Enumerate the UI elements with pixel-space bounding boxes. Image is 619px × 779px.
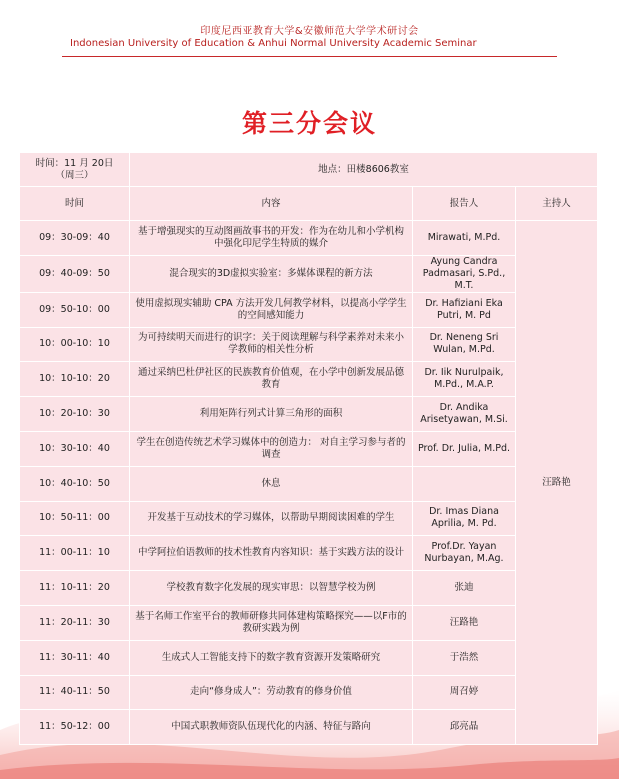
row-content: 开发基于互动技术的学习媒体，以帮助早期阅读困难的学生 [130, 501, 413, 536]
header-english: Indonesian University of Education & Anhui Normal University Academic Seminar [70, 38, 477, 49]
page-title: 第三分会议 [241, 109, 377, 138]
row-reporter [413, 466, 516, 501]
schedule-table [19, 152, 598, 745]
row-reporter: 张迪 [413, 571, 516, 606]
row-reporter: 邱亮晶 [413, 710, 516, 745]
row-time: 11：20-11：30 [20, 605, 130, 640]
row-content: 使用虚拟现实辅助 CPA 方法开发几何教学材料，以提高小学学生的空间感知能力 [130, 292, 413, 327]
row-time: 09：50-10：00 [20, 292, 130, 327]
table-row [20, 571, 598, 606]
row-content: 中学阿拉伯语教师的技术性教育内容知识：基于实践方法的设计 [130, 536, 413, 571]
host-name: 汪路艳 [516, 221, 598, 745]
table-row [20, 292, 598, 327]
row-time: 10：30-10：40 [20, 431, 130, 466]
row-content: 休息 [130, 466, 413, 501]
table-row [20, 501, 598, 536]
col-header-content: 内容 [130, 187, 413, 221]
row-reporter: Dr. Andika Arisetyawan, M.Si. [413, 397, 516, 432]
table-row [20, 710, 598, 745]
header-row [20, 187, 598, 221]
row-time: 10：40-10：50 [20, 466, 130, 501]
table-row [20, 431, 598, 466]
row-reporter: Dr. Imas Diana Aprilia, M. Pd. [413, 501, 516, 536]
row-time: 11：50-12：00 [20, 710, 130, 745]
meta-time: 时间：11 月 20日 （周三） [20, 153, 130, 187]
row-time: 09：30-09：40 [20, 221, 130, 256]
row-content: 基于名师工作室平台的教师研修共同体建构策略探究——以F市的教研实践为例 [130, 605, 413, 640]
row-reporter: Mirawati, M.Pd. [413, 221, 516, 256]
row-reporter: 周召婷 [413, 675, 516, 710]
col-header-host: 主持人 [516, 187, 598, 221]
table-row [20, 536, 598, 571]
meta-location: 地点：田楼8606教室 [130, 153, 598, 187]
row-reporter: Prof.Dr. Yayan Nurbayan, M.Ag. [413, 536, 516, 571]
row-reporter: 汪路艳 [413, 605, 516, 640]
table-row [20, 675, 598, 710]
row-reporter: Ayung Candra Padmasari, S.Pd., M.T. [413, 255, 516, 292]
table-row [20, 466, 598, 501]
row-time: 11：40-11：50 [20, 675, 130, 710]
table-row [20, 221, 598, 256]
row-time: 11：30-11：40 [20, 640, 130, 675]
row-content: 通过采纳巴杜伊社区的民族教育价值观，在小学中创新发展品德教育 [130, 362, 413, 397]
row-content: 学校教育数字化发展的现实审思：以智慧学校为例 [130, 571, 413, 606]
table-row [20, 605, 598, 640]
col-header-reporter: 报告人 [413, 187, 516, 221]
row-time: 10：00-10：10 [20, 327, 130, 362]
col-header-time: 时间 [20, 187, 130, 221]
row-time: 10：50-11：00 [20, 501, 130, 536]
table-row [20, 397, 598, 432]
row-reporter: Dr. Neneng Sri Wulan, M.Pd. [413, 327, 516, 362]
row-reporter: Dr. Iik Nurulpaik, M.Pd., M.A.P. [413, 362, 516, 397]
row-content: 混合现实的3D虚拟实验室：多媒体课程的新方法 [130, 255, 413, 292]
row-time: 10：10-10：20 [20, 362, 130, 397]
row-time: 11：10-11：20 [20, 571, 130, 606]
header-chinese: 印度尼西亚教育大学&安徽师范大学学术研讨会 [200, 26, 419, 37]
row-content: 学生在创造传统艺术学习媒体中的创造力： 对自主学习参与者的调查 [130, 431, 413, 466]
table-row [20, 362, 598, 397]
row-time: 09：40-09：50 [20, 255, 130, 292]
row-content: 为可持续明天而进行的识字：关于阅读理解与科学素养对未来小学教师的相关性分析 [130, 327, 413, 362]
row-reporter: Dr. Hafiziani Eka Putri, M. Pd [413, 292, 516, 327]
row-content: 生成式人工智能支持下的数字教育资源开发策略研究 [130, 640, 413, 675]
table-row [20, 255, 598, 292]
row-content: 走向“修身成人”：劳动教育的修身价值 [130, 675, 413, 710]
row-time: 10：20-10：30 [20, 397, 130, 432]
header-divider [62, 56, 557, 57]
row-time: 11：00-11：10 [20, 536, 130, 571]
row-content: 利用矩阵行列式计算三角形的面积 [130, 397, 413, 432]
row-content: 中国式职教师资队伍现代化的内涵、特征与路向 [130, 710, 413, 745]
meta-row [20, 153, 598, 187]
table-row [20, 640, 598, 675]
row-reporter: Prof. Dr. Julia, M.Pd. [413, 431, 516, 466]
table-row [20, 327, 598, 362]
row-content: 基于增强现实的互动图画故事书的开发：作为在幼儿和小学机构中强化印尼学生特质的媒介 [130, 221, 413, 256]
row-reporter: 于浩然 [413, 640, 516, 675]
